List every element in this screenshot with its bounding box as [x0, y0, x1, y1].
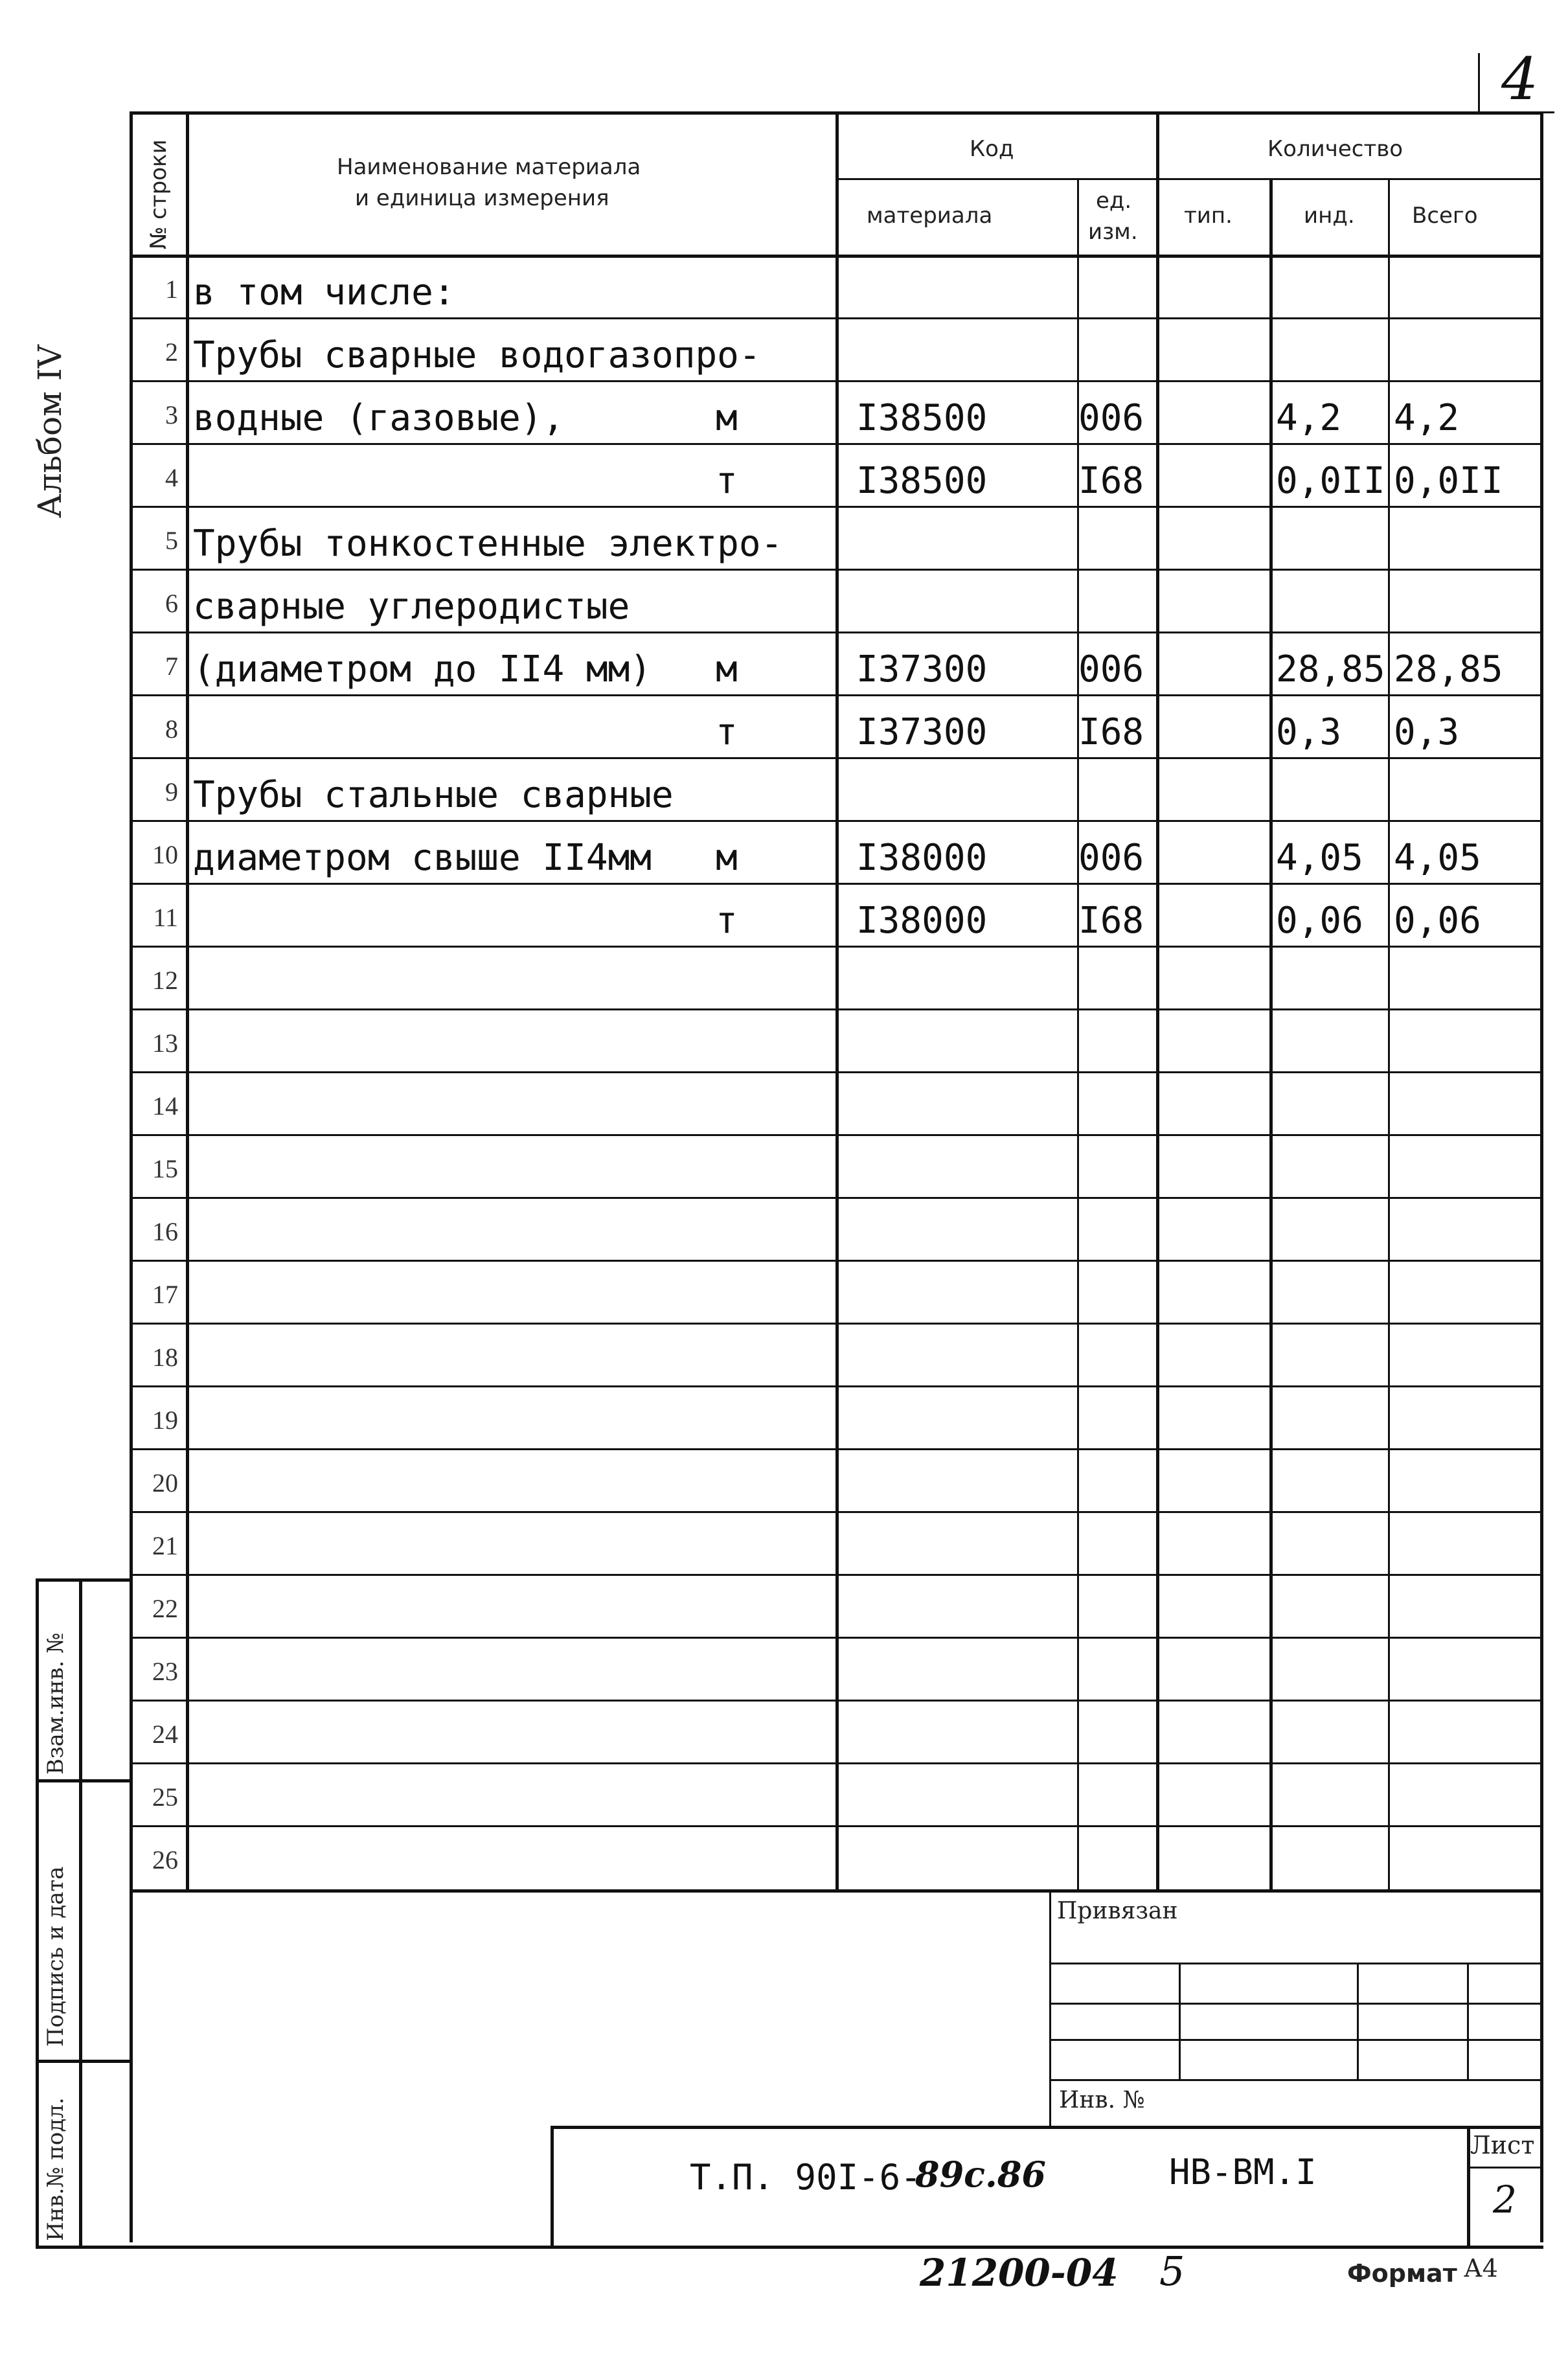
row-unit-code: I68 [1078, 711, 1144, 753]
row-number: 11 [153, 903, 178, 932]
row-line [130, 317, 1543, 319]
row-line [130, 1637, 1543, 1639]
row-unit-code: 006 [1078, 837, 1144, 879]
row-qty-ind: 4,05 [1276, 837, 1363, 879]
col-line-typ [1269, 178, 1273, 1889]
footer-format-value: А4 [1464, 2254, 1498, 2282]
row-material-name: Трубы сварные водогазопро- [193, 334, 761, 376]
row-material-name: Трубы стальные сварные [193, 774, 674, 816]
header-material: материала [867, 203, 993, 229]
table-body-bottom [130, 1889, 1543, 1893]
table-top-border [130, 111, 1543, 115]
row-number: 12 [152, 966, 178, 995]
row-line [130, 1574, 1543, 1576]
row-line [130, 1260, 1543, 1262]
stamp-sep-1 [36, 1779, 131, 1782]
row-number: 20 [152, 1468, 178, 1497]
row-unit-letter: м [716, 837, 738, 879]
row-qty-total: 0,0II [1394, 460, 1503, 502]
col-line-rownum [186, 111, 189, 1889]
col-line-ind [1388, 178, 1390, 1889]
row-number: 17 [152, 1280, 178, 1309]
row-material-code: I38500 [856, 460, 988, 502]
row-line [130, 1448, 1543, 1450]
row-line [130, 1134, 1543, 1136]
row-material-name: в том числе: [193, 271, 455, 313]
row-unit-letter: м [716, 648, 738, 690]
row-qty-total: 4,2 [1394, 397, 1460, 439]
row-number: 24 [152, 1720, 178, 1749]
stamp-sep-2 [36, 2060, 131, 2063]
row-line [130, 1700, 1543, 1702]
tb-privyazan: Привязан [1057, 1898, 1178, 1924]
table-right-border [1540, 111, 1543, 2242]
row-number: 25 [152, 1782, 178, 1812]
stamp-top [36, 1578, 131, 1582]
row-number: 14 [152, 1091, 178, 1121]
row-material-name: водные (газовые), [193, 397, 565, 439]
row-material-code: I38000 [856, 900, 988, 942]
row-material-name: диаметром свыше II4мм [193, 837, 652, 879]
row-material-code: I38000 [856, 837, 988, 879]
row-number: 6 [165, 589, 178, 618]
header-quantity: Количество [1267, 136, 1403, 162]
tb-code-left [551, 2126, 554, 2246]
header-unit-1: ед. [1096, 188, 1132, 214]
row-line [130, 1071, 1543, 1073]
row-number: 23 [152, 1657, 178, 1686]
tb-sheet-label: Лист [1470, 2131, 1535, 2159]
row-line [130, 757, 1543, 759]
row-number: 21 [152, 1531, 178, 1560]
row-qty-ind: 4,2 [1276, 397, 1342, 439]
header-code: Код [970, 136, 1014, 162]
row-line [130, 632, 1543, 633]
tb-col-3 [1467, 1963, 1469, 2079]
row-line [130, 380, 1543, 382]
row-number: 1 [165, 275, 178, 304]
row-number: 9 [165, 777, 178, 806]
row-line [130, 443, 1543, 445]
row-material-code: I37300 [856, 711, 988, 753]
row-material-name: Трубы тонкостенные электро- [193, 523, 783, 565]
row-qty-total: 4,05 [1394, 837, 1481, 879]
corner-number: 4 [1501, 45, 1539, 113]
tb-left-line [1049, 1889, 1051, 2126]
header-ind: инд. [1304, 203, 1355, 229]
row-material-name: сварные углеродистые [193, 586, 630, 628]
tb-sheet-no: 2 [1493, 2178, 1517, 2222]
row-number: 15 [152, 1154, 178, 1183]
album-label: Альбом IV [31, 345, 69, 518]
row-qty-total: 0,3 [1394, 711, 1460, 753]
corner-mark-line [1478, 53, 1480, 111]
tb-doc-mark: НВ-ВМ.I [1169, 2152, 1317, 2192]
row-qty-total: 0,06 [1394, 900, 1481, 942]
tb-doc-code-hand: 89с.86 [915, 2154, 1046, 2195]
row-qty-total: 28,85 [1394, 648, 1503, 690]
row-unit-code: I68 [1078, 900, 1144, 942]
footer-archive-no: 21200-04 [920, 2251, 1119, 2295]
row-number: 19 [152, 1406, 178, 1435]
header-row-no: № строки [146, 139, 172, 249]
row-line [130, 1008, 1543, 1010]
row-unit-letter: т [716, 460, 738, 502]
row-line [130, 569, 1543, 571]
tb-line-4 [1049, 2079, 1540, 2081]
row-number: 13 [152, 1029, 178, 1058]
row-number: 5 [165, 526, 178, 555]
row-number: 18 [152, 1343, 178, 1372]
stamp-inv-orig: Инв.№ подл. [43, 2097, 69, 2241]
tb-inv-no: Инв. № [1059, 2087, 1145, 2113]
row-line [130, 1323, 1543, 1325]
header-typ: тип. [1184, 203, 1233, 229]
col-line-unit [1156, 111, 1159, 1889]
header-total: Всего [1412, 203, 1478, 229]
tb-sheet-split [1467, 2167, 1543, 2168]
tb-doc-code: Т.П. 90I-6- [690, 2157, 922, 2198]
row-number: 16 [152, 1217, 178, 1246]
row-qty-ind: 28,85 [1276, 648, 1385, 690]
row-number: 8 [165, 714, 178, 744]
row-line [130, 1385, 1543, 1387]
row-number: 2 [165, 337, 178, 367]
tb-col-1 [1179, 1963, 1181, 2079]
row-qty-ind: 0,0II [1276, 460, 1385, 502]
row-material-code: I37300 [856, 648, 988, 690]
stamp-sign-date: Подпись и дата [43, 1866, 69, 2047]
row-unit-letter: т [716, 900, 738, 942]
row-line [130, 946, 1543, 948]
row-number: 26 [152, 1845, 178, 1874]
row-unit-letter: т [716, 711, 738, 753]
row-qty-ind: 0,3 [1276, 711, 1342, 753]
footer-format-label: Формат [1347, 2259, 1457, 2288]
row-line [130, 1762, 1543, 1764]
footer-page-no: 5 [1159, 2248, 1185, 2295]
tb-col-2 [1357, 1963, 1359, 2079]
row-number: 10 [152, 840, 178, 869]
header-material-name-2: и единица измерения [355, 185, 609, 211]
row-number: 3 [165, 400, 178, 429]
row-number: 22 [152, 1594, 178, 1623]
header-material-name-1: Наименование материала [337, 154, 641, 180]
row-number: 7 [165, 652, 178, 681]
row-unit-code: I68 [1078, 460, 1144, 502]
header-split-line [835, 178, 1543, 180]
stamp-vzam-inv: Взам.инв. № [43, 1632, 69, 1775]
row-line [130, 506, 1543, 508]
row-qty-ind: 0,06 [1276, 900, 1363, 942]
row-material-code: I38500 [856, 397, 988, 439]
tb-code-top [551, 2126, 1543, 2129]
row-line [130, 883, 1543, 885]
row-number: 4 [165, 463, 178, 492]
row-line [130, 1825, 1543, 1827]
col-line-name [835, 111, 839, 1889]
row-unit-code: 006 [1078, 397, 1144, 439]
row-material-name: (диаметром до II4 мм) [193, 648, 652, 690]
page-bottom-border [36, 2246, 1543, 2249]
stamp-inner-line [79, 1578, 82, 2246]
header-unit-2: изм. [1088, 219, 1138, 245]
row-line [130, 1511, 1543, 1513]
row-line [130, 1197, 1543, 1199]
row-line [130, 694, 1543, 696]
row-unit-code: 006 [1078, 648, 1144, 690]
stamp-outer-left [36, 1578, 39, 2246]
row-line [130, 820, 1543, 822]
header-bottom-line [130, 255, 1543, 258]
row-unit-letter: м [716, 397, 738, 439]
